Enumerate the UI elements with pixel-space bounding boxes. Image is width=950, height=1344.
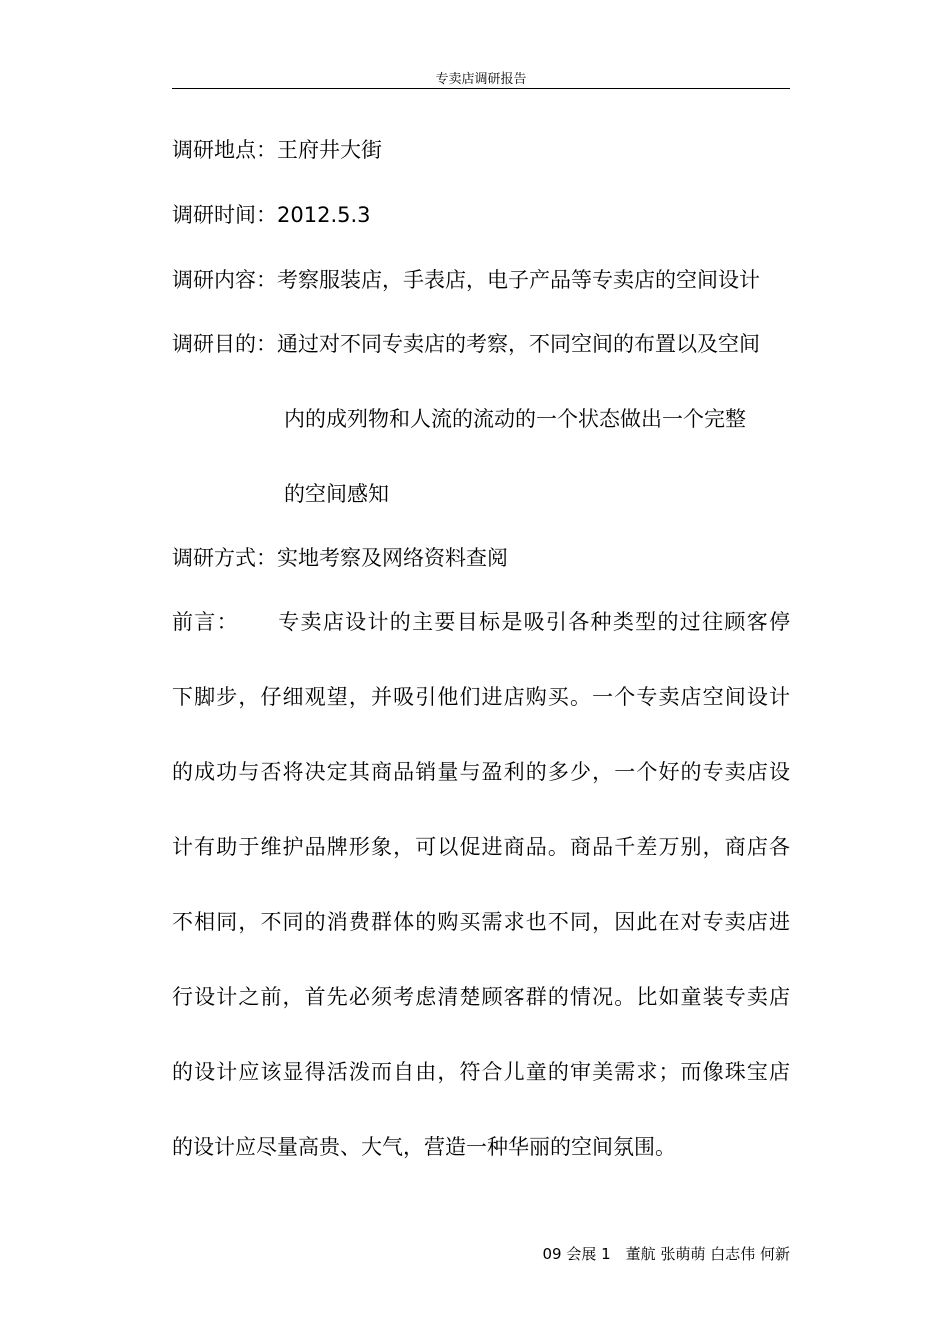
preface-paragraph xyxy=(172,604,790,1204)
preface-line: 的成功与否将决定其商品销量与盈利的多少，一个好的专卖店设 xyxy=(172,760,790,784)
survey-purpose-continued: 内的成列物和人流的流动的一个状态做出一个完整 xyxy=(284,407,746,431)
preface-line xyxy=(172,604,790,679)
preface-line: 计有助于维护品牌形象，可以促进商品。商品千差万别，商店各 xyxy=(172,835,790,859)
preface-line: 的设计应该显得活泼而自由，符合儿童的审美需求；而像珠宝店 xyxy=(172,1060,790,1084)
preface-line: 下脚步，仔细观望，并吸引他们进店购买。一个专卖店空间设计 xyxy=(172,685,790,709)
survey-purpose-continued-2: 的空间感知 xyxy=(284,482,389,506)
preface-label: 前言： xyxy=(172,610,239,634)
page-header: 专卖店调研报告 xyxy=(435,72,527,87)
preface-line: 不相同，不同的消费群体的购买需求也不同，因此在对专卖店进 xyxy=(172,910,790,934)
survey-content: 调研内容：考察服装店，手表店，电子产品等专卖店的空间设计 xyxy=(172,268,760,292)
survey-time: 调研时间：2012.5.3 xyxy=(172,203,371,227)
survey-purpose: 调研目的：通过对不同专卖店的考察，不同空间的布置以及空间 xyxy=(172,332,760,356)
preface-text: 专卖店设计的主要目标是吸引各种类型的过往顾客停 xyxy=(276,610,791,634)
survey-method: 调研方式：实地考察及网络资料查阅 xyxy=(172,546,508,570)
header-divider xyxy=(172,88,790,89)
preface-line: 行设计之前，首先必须考虑清楚顾客群的情况。比如童装专卖店 xyxy=(172,985,790,1009)
preface-line: 的设计应尽量高贵、大气，营造一种华丽的空间氛围。 xyxy=(172,1135,676,1159)
survey-location: 调研地点：王府井大街 xyxy=(172,138,382,162)
page-footer: 09 会展 1 董航 张萌萌 白志伟 何新 xyxy=(542,1245,790,1263)
